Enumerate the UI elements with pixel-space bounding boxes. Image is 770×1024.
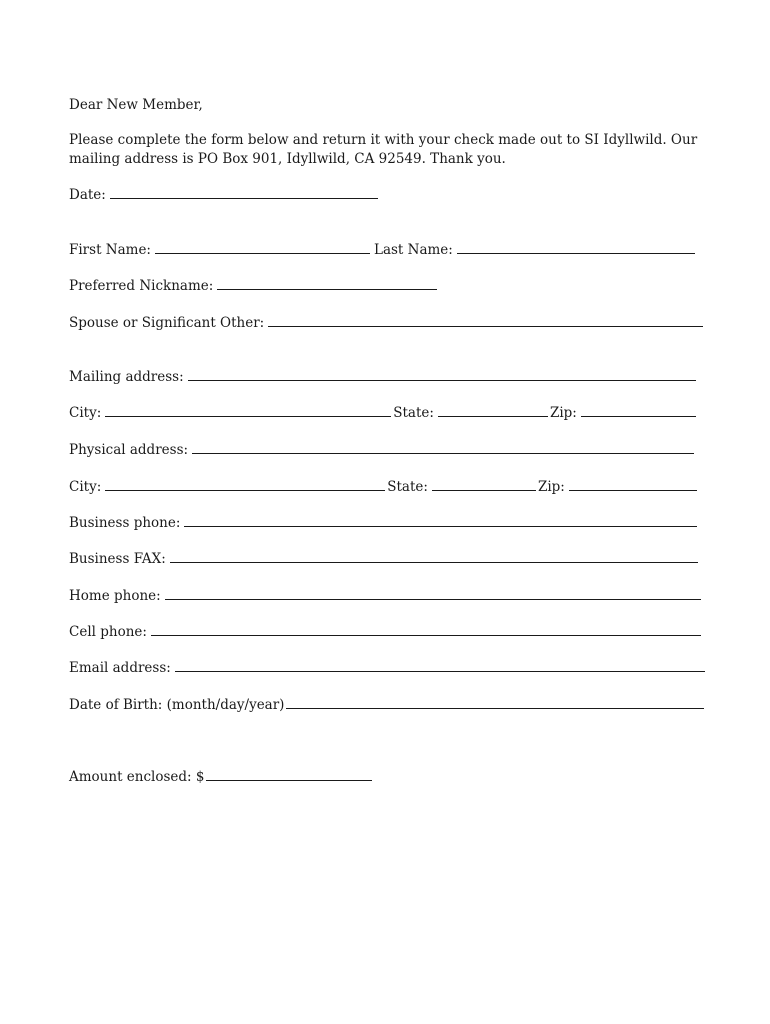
business-fax-label: Business FAX:	[69, 551, 166, 567]
first-name-label: First Name:	[69, 242, 151, 258]
home-phone-field[interactable]	[165, 587, 701, 600]
intro-text-2: mailing address is PO Box 901, Idyllwild, CA 92549. Thank you.	[69, 151, 506, 167]
first-name-field[interactable]	[155, 241, 370, 254]
amount-field[interactable]	[206, 768, 372, 781]
last-name-field[interactable]	[457, 241, 695, 254]
amount-label: Amount enclosed: $	[69, 769, 205, 785]
state-label: State:	[393, 405, 434, 421]
spouse-field[interactable]	[268, 314, 703, 327]
physical-state-field[interactable]	[432, 478, 536, 491]
nickname-field[interactable]	[217, 277, 437, 290]
city-label: City:	[69, 479, 102, 495]
zip-label: Zip:	[549, 405, 577, 421]
dob-label: Date of Birth: (month/day/year)	[69, 697, 285, 713]
cell-phone-field[interactable]	[151, 623, 701, 636]
intro-paragraph-line-2	[69, 150, 506, 168]
business-fax-row	[69, 550, 698, 568]
mailing-city-row	[69, 404, 696, 422]
mailing-city-field[interactable]	[105, 404, 391, 417]
business-phone-row	[69, 514, 697, 532]
physical-address-field[interactable]	[192, 441, 694, 454]
date-row	[69, 186, 378, 204]
email-label: Email address:	[69, 660, 171, 676]
intro-text-1: Please complete the form below and return it with your check made out to SI Idyllwild. Our	[69, 132, 698, 148]
mailing-address-field[interactable]	[188, 368, 696, 381]
name-row	[69, 241, 695, 259]
cell-phone-label: Cell phone:	[69, 624, 147, 640]
date-field[interactable]	[110, 186, 378, 199]
intro-paragraph-line-1	[69, 131, 697, 149]
nickname-label: Preferred Nickname:	[69, 278, 214, 294]
spouse-label: Spouse or Significant Other:	[69, 315, 265, 331]
mailing-zip-field[interactable]	[581, 404, 696, 417]
mailing-state-field[interactable]	[438, 404, 548, 417]
email-row	[69, 659, 705, 677]
last-name-label: Last Name:	[373, 242, 453, 258]
mailing-address-row	[69, 368, 696, 386]
state-label: State:	[387, 479, 428, 495]
nickname-row	[69, 277, 437, 295]
cell-phone-row	[69, 623, 701, 641]
physical-city-row	[69, 478, 697, 496]
date-label: Date:	[69, 187, 106, 203]
spouse-row	[69, 314, 703, 332]
email-field[interactable]	[175, 659, 705, 672]
business-phone-label: Business phone:	[69, 515, 181, 531]
business-fax-field[interactable]	[170, 550, 698, 563]
amount-row	[69, 768, 372, 786]
dob-field[interactable]	[286, 696, 704, 709]
dob-row	[69, 696, 704, 714]
physical-address-label: Physical address:	[69, 442, 189, 458]
physical-address-row	[69, 441, 694, 459]
business-phone-field[interactable]	[184, 514, 697, 527]
zip-label: Zip:	[537, 479, 565, 495]
salutation-line	[69, 96, 203, 114]
city-label: City:	[69, 405, 102, 421]
home-phone-label: Home phone:	[69, 588, 161, 604]
home-phone-row	[69, 587, 701, 605]
physical-city-field[interactable]	[105, 478, 385, 491]
physical-zip-field[interactable]	[569, 478, 697, 491]
mailing-address-label: Mailing address:	[69, 369, 184, 385]
salutation: Dear New Member,	[69, 97, 203, 113]
